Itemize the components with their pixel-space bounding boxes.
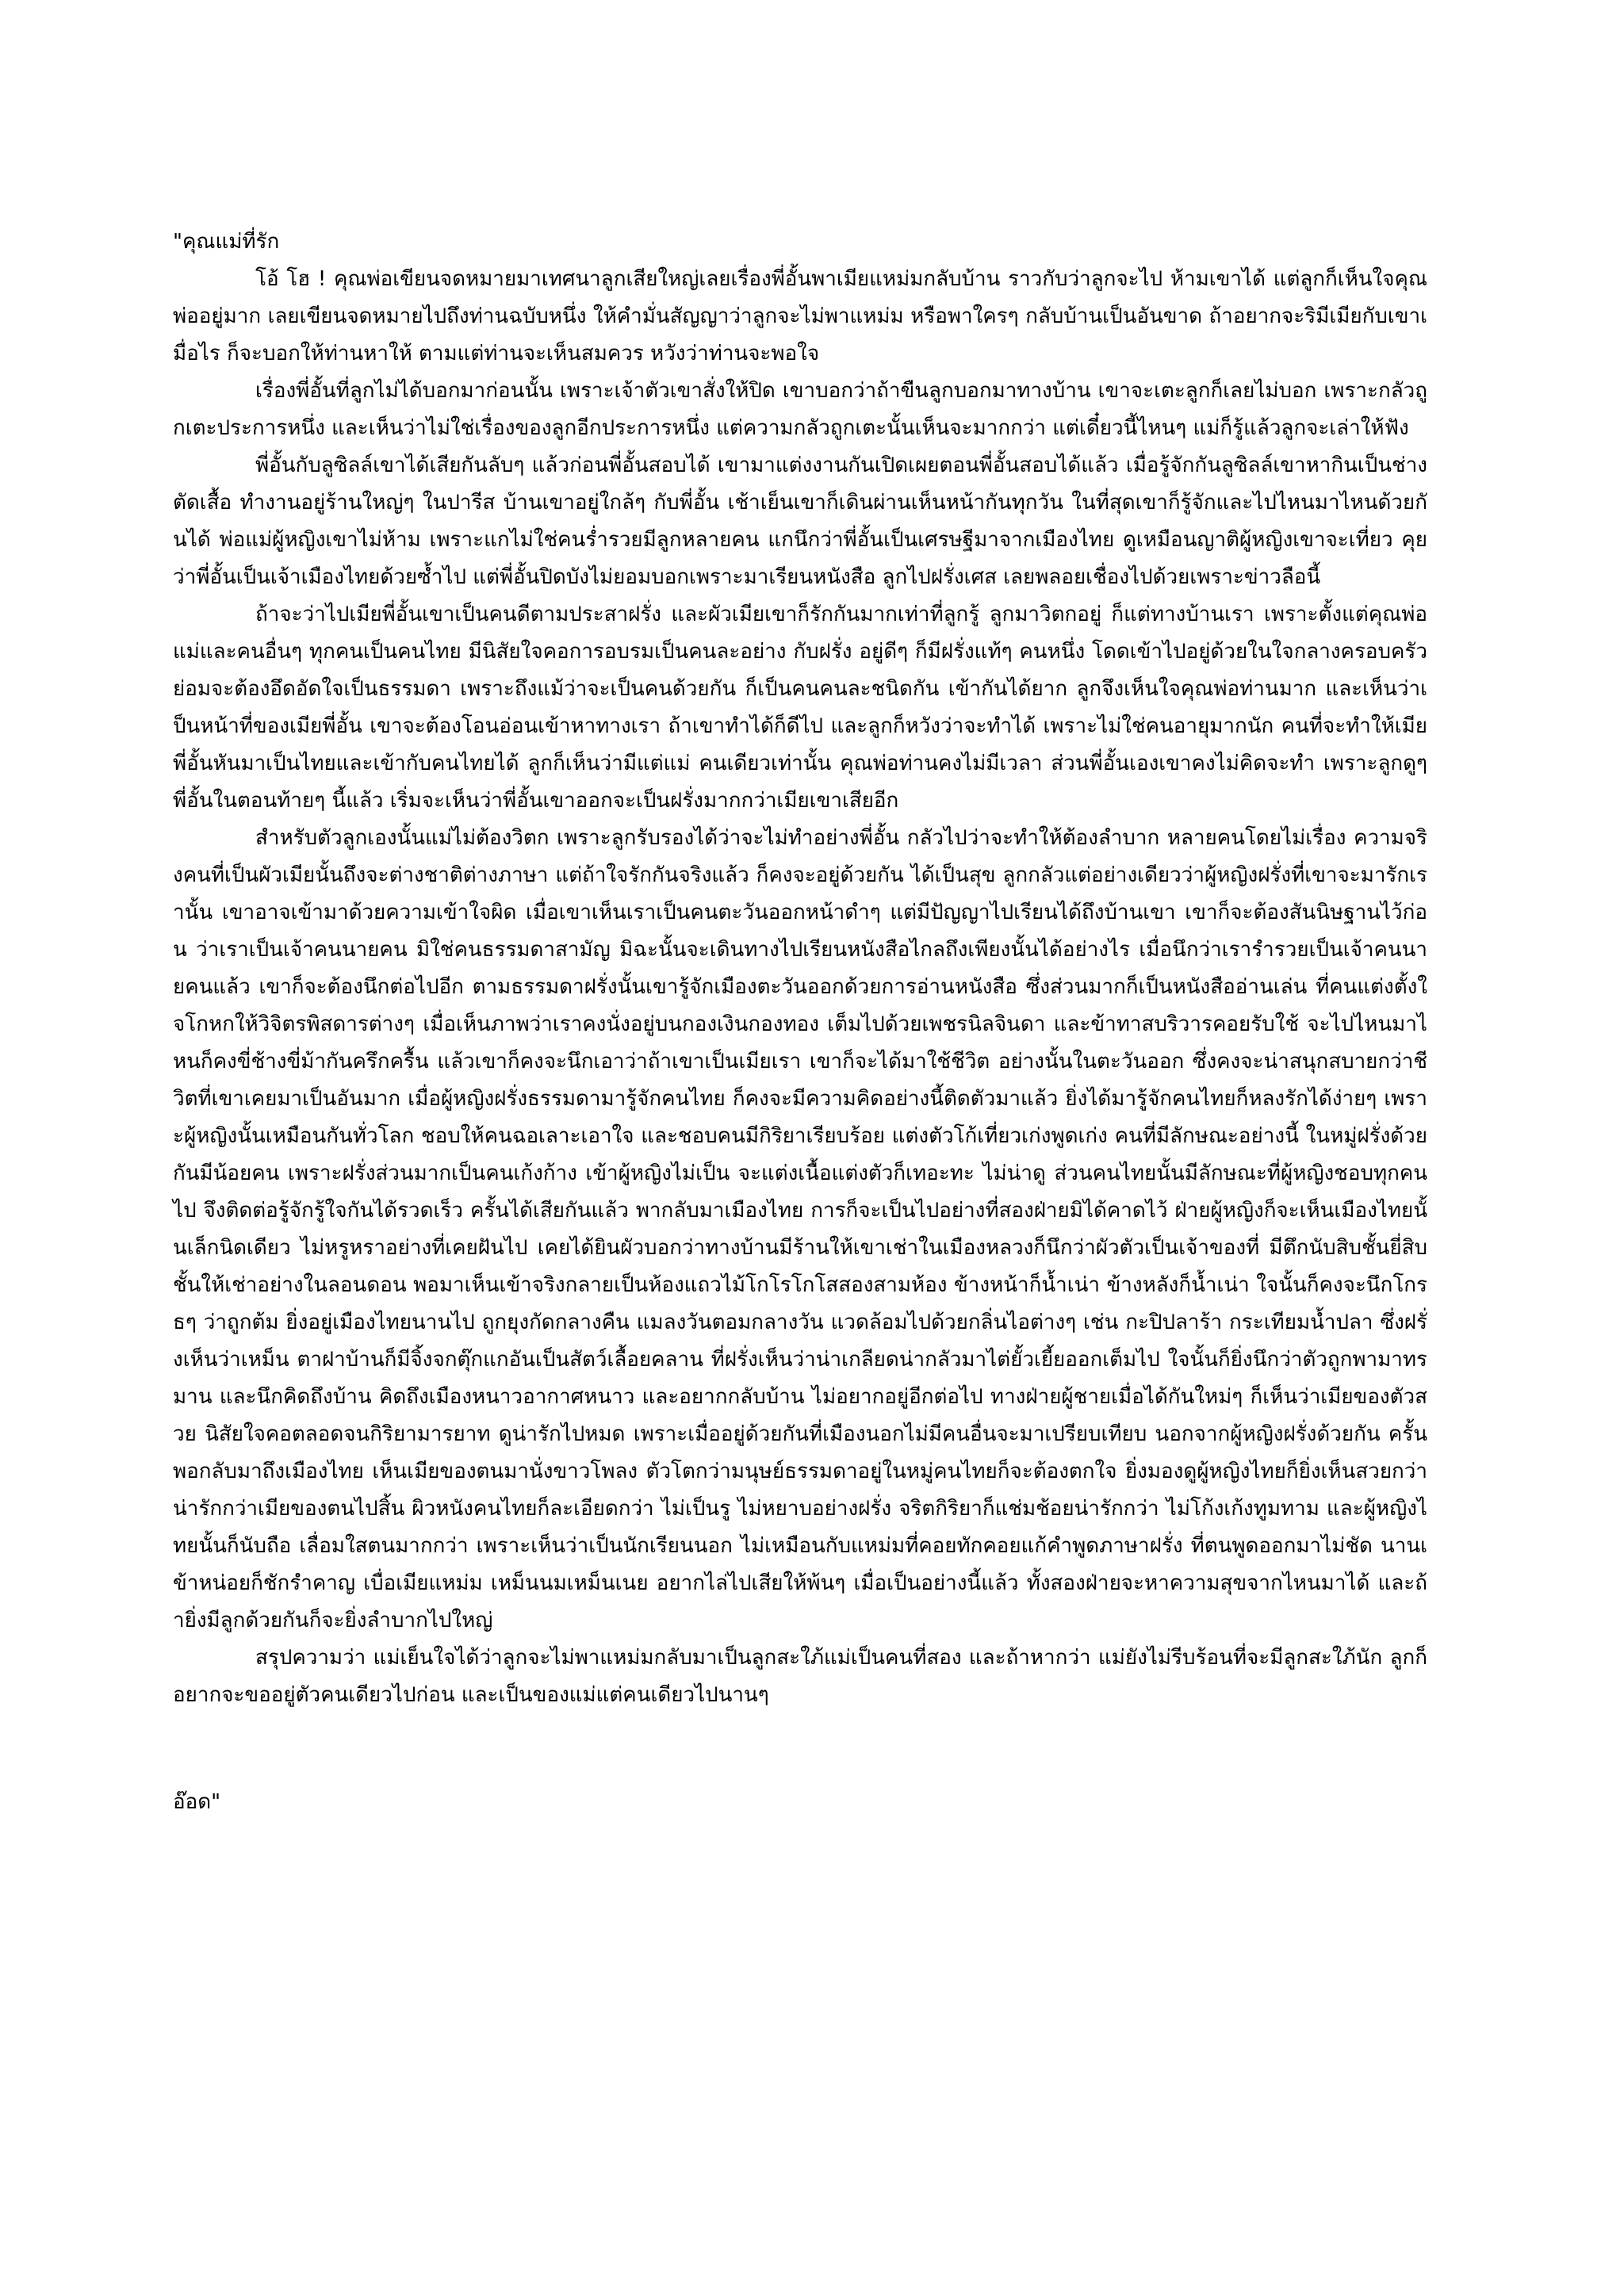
letter-salutation: "คุณแม่ที่รัก (173, 230, 280, 254)
letter-paragraph-1: โอ้ โฮ ! คุณพ่อเขียนจดหมายมาเทศนาลูกเสียใหญ่เลยเรื่องพี่อั้นพาเมียแหม่มกลับบ้าน ราวกับว่าลูกจะไป ห้ามเขาได้ แต่ลูกก็เห็นใจคุณพ่ออยู่มาก เลยเขียนจดหมายไปถึงท่านฉบับหนึ่ง ให้คำมั่นสัญญาว่าลูกจะไม่พาแหม่ม หรือพาใครๆ กลับบ้านเป็นอันขาด ถ้าอยากจะริมีเมียกับเขาเมื่อไร ก็จะบอกให้ท่านหาให้ ตามแต่ท่านจะเห็นสมควร หวังว่าท่านจะพอใจ (173, 267, 1427, 365)
letter-paragraph-4: ถ้าจะว่าไปเมียพี่อั้นเขาเป็นคนดีตามประสาฝรั่ง และผัวเมียเขาก็รักกันมากเท่าที่ลูกรู้ ลูกมาวิตกอยู่ ก็แต่ทางบ้านเรา เพราะตั้งแต่คุณพ่อ แม่และคนอื่นๆ ทุกคนเป็นคนไทย มีนิสัยใจคอการอบรมเป็นคนละอย่าง กับฝรั่ง อยู่ดีๆ ก็มีฝรั่งแท้ๆ คนหนึ่ง โดดเข้าไปอยู่ด้วยในใจกลางครอบครัว ย่อมจะต้องอึดอัดใจเป็นธรรมดา เพราะถึงแม้ว่าจะเป็นคนด้วยกัน ก็เป็นคนคนละชนิดกัน เข้ากันได้ยาก ลูกจึงเห็นใจคุณพ่อท่านมาก และเห็นว่าเป็นหน้าที่ของเมียพี่อั้น เขาจะต้องโอนอ่อนเข้าหาทางเรา ถ้าเขาทำได้ก็ดีไป และลูกก็หวังว่าจะทำได้ เพราะไม่ใช่คนอายุมากนัก คนที่จะทำให้เมียพี่อั้นหันมาเป็นไทยและเข้ากับคนไทยได้ ลูกก็เห็นว่ามีแต่แม่ คนเดียวเท่านั้น คุณพ่อท่านคงไม่มีเวลา ส่วนพี่อั้นเองเขาคงไม่คิดจะทำ เพราะลูกดูๆ พี่อั้นในตอนท้ายๆ นี้แล้ว เริ่มจะเห็นว่าพี่อั้นเขาออกจะเป็นฝรั่งมากกว่าเมียเขาเสียอีก (173, 603, 1427, 813)
letter-paragraph-5: สำหรับตัวลูกเองนั้นแม่ไม่ต้องวิตก เพราะลูกรับรองได้ว่าจะไม่ทำอย่างพี่อั้น กลัวไปว่าจะทำให้ต้องลำบาก หลายคนโดยไม่เรื่อง ความจริงคนที่เป็นผัวเมียนั้นถึงจะต่างชาติต่างภาษา แต่ถ้าใจรักกันจริงแล้ว ก็คงจะอยู่ด้วยกัน ได้เป็นสุข ลูกกลัวแต่อย่างเดียวว่าผู้หญิงฝรั่งที่เขาจะมารักเรานั้น เขาอาจเข้ามาด้วยความเข้าใจผิด เมื่อเขาเห็นเราเป็นคนตะวันออกหน้าดำๆ แต่มีปัญญาไปเรียนได้ถึงบ้านเขา เขาก็จะต้องสันนิษฐานไว้ก่อน ว่าเราเป็นเจ้าคนนายคน มิใช่คนธรรมดาสามัญ มิฉะนั้นจะเดินทางไปเรียนหนังสือไกลถึงเพียงนั้นได้อย่างไร เมื่อนึกว่าเรารำรวยเป็นเจ้าคนนายคนแล้ว เขาก็จะต้องนึกต่อไปอีก ตามธรรมดาฝรั่งนั้นเขารู้จักเมืองตะวันออกด้วยการอ่านหนังสือ ซึ่งส่วนมากก็เป็นหนังสืออ่านเล่น ที่คนแต่งตั้งใจโกหกให้วิจิตรพิสดารต่างๆ เมื่อเห็นภาพว่าเราคงนั่งอยู่บนกองเงินกองทอง เต็มไปด้วยเพชรนิลจินดา และข้าทาสบริวารคอยรับใช้ จะไปไหนมาไหนก็คงขี่ช้างขี่ม้ากันครึกครื้น แล้วเขาก็คงจะนึกเอาว่าถ้าเขาเป็นเมียเรา เขาก็จะได้มาใช้ชีวิต อย่างนั้นในตะวันออก ซึ่งคงจะน่าสนุกสบายกว่าชีวิตที่เขาเคยมาเป็นอันมาก เมื่อผู้หญิงฝรั่งธรรมดามารู้จักคนไทย ก็คงจะมีความคิดอย่างนี้ติดตัวมาแล้ว ยิ่งได้มารู้จักคนไทยก็หลงรักได้ง่ายๆ เพราะผู้หญิงนั้นเหมือนกันทั่วโลก ชอบให้คนฉอเลาะเอาใจ และชอบคนมีกิริยาเรียบร้อย แต่งตัวโก้เที่ยวเก่งพูดเก่ง คนที่มีลักษณะอย่างนี้ ในหมู่ฝรั่งด้วยกันมีน้อยคน เพราะฝรั่งส่วนมากเป็นคนเก้งก้าง เข้าผู้หญิงไม่เป็น จะแต่งเนื้อแต่งตัวก็เทอะทะ ไม่น่าดู ส่วนคนไทยนั้นมีลักษณะที่ผู้หญิงชอบทุกคนไป จึงติดต่อรู้จักรู้ใจกันได้รวดเร็ว ครั้นได้เสียกันแล้ว พากลับมาเมืองไทย การก็จะเป็นไปอย่างที่สองฝ่ายมิได้คาดไว้ ฝ่ายผู้หญิงก็จะเห็นเมืองไทยนั้นเล็กนิดเดียว ไม่หรูหราอย่างที่เคยฝันไป เคยได้ยินผัวบอกว่าทางบ้านมีร้านให้เขาเช่าในเมืองหลวงก็นึกว่าผัวตัวเป็นเจ้าของที่ มีตึกนับสิบชั้นยี่สิบชั้นให้เช่าอย่างในลอนดอน พอมาเห็นเข้าจริงกลายเป็นห้องแถวไม้โกโรโกโสสองสามห้อง ข้างหน้าก็น้ำเน่า ข้างหลังก็น้ำเน่า ใจนั้นก็คงจะนึกโกรธๆ ว่าถูกต้ม ยิ่งอยู่เมืองไทยนานไป ถูกยุงกัดกลางคืน แมลงวันตอมกลางวัน แวดล้อมไปด้วยกลิ่นไอต่างๆ เช่น กะปิปลาร้า กระเทียมน้ำปลา ซึ่งฝรั่งเห็นว่าเหม็น ตาฝาบ้านก็มีจิ้งจกตุ๊กแกอันเป็นสัตว์เลื้อยคลาน ที่ฝรั่งเห็นว่าน่าเกลียดน่ากลัวมาไต่ยั้วเยี้ยออกเต็มไป ใจนั้นก็ยิ่งนึกว่าตัวถูกพามาทรมาน และนึกคิดถึงบ้าน คิดถึงเมืองหนาวอากาศหนาว และอยากกลับบ้าน ไม่อยากอยู่อีกต่อไป ทางฝ่ายผู้ชายเมื่อได้กันใหม่ๆ ก็เห็นว่าเมียของตัวสวย นิสัยใจคอตลอดจนกิริยามารยาท ดูน่ารักไปหมด เพราะเมื่ออยู่ด้วยกันที่เมืองนอกไม่มีคนอื่นจะมาเปรียบเทียบ นอกจากผู้หญิงฝรั่งด้วยกัน ครั้นพอกลับมาถึงเมืองไทย เห็นเมียของตนมานั่งขาวโพลง ตัวโตกว่ามนุษย์ธรรมดาอยู่ในหมู่คนไทยก็จะต้องตกใจ ยิ่งมองดูผู้หญิงไทยก็ยิ่งเห็นสวยกว่า น่ารักกว่าเมียของตนไปสิ้น ผิวหนังคนไทยก็ละเอียดกว่า ไม่เป็นรู ไม่หยาบอย่างฝรั่ง จริตกิริยาก็แช่มช้อยน่ารักกว่า ไม่โก้งเก้งทูมทาม และผู้หญิงไทยนั้นก็นับถือ เลื่อมใสตนมากกว่า เพราะเห็นว่าเป็นนักเรียนนอก ไม่เหมือนกับแหม่มที่คอยทักคอยแก้คำพูดภาษาฝรั่ง ที่ตนพูดออกมาไม่ชัด นานเข้าหน่อยก็ชักรำคาญ เบื่อเมียแหม่ม เหม็นนมเหม็นเนย อยากไล่ไปเสียให้พ้นๆ เมื่อเป็นอย่างนี้แล้ว ทั้งสองฝ่ายจะหาความสุขจากไหนมาได้ และถ้ายิ่งมีลูกด้วยกันก็จะยิ่งลำบากไปใหญ่ (173, 826, 1427, 1632)
letter-page (173, 224, 1427, 1842)
letter-signature: อ๊อด" (173, 1790, 221, 1814)
letter-paragraph-3: พี่อั้นกับลูซิลล์เขาได้เสียกันลับๆ แล้วก่อนพี่อั้นสอบได้ เขามาแต่งงานกันเปิดเผยตอนพี่อั้นสอบได้แล้ว เมื่อรู้จักกันลูซิลล์เขาหากินเป็นช่างตัดเสื้อ ทำงานอยู่ร้านใหญ่ๆ ในปารีส บ้านเขาอยู่ใกล้ๆ กับพี่อั้น เช้าเย็นเขาก็เดินผ่านเห็นหน้ากันทุกวัน ในที่สุดเขาก็รู้จักและไปไหนมาไหนด้วยกันได้ พ่อแม่ผู้หญิงเขาไม่ห้าม เพราะแกไม่ใช่คนร่ำรวยมีลูกหลายคน แกนึกว่าพี่อั้นเป็นเศรษฐีมาจากเมืองไทย ดูเหมือนญาติผู้หญิงเขาจะเที่ยว คุยว่าพี่อั้นเป็นเจ้าเมืองไทยด้วยซ้ำไป แต่พี่อั้นปิดบังไม่ยอมบอกเพราะมาเรียนหนังสือ ลูกไปฝรั่งเศส เลยพลอยเชื่องไปด้วยเพราะข่าวลือนี้ (173, 453, 1427, 589)
letter-paragraph-6: สรุปความว่า แม่เย็นใจได้ว่าลูกจะไม่พาแหม่มกลับมาเป็นลูกสะใภ้แม่เป็นคนที่สอง และถ้าหากว่า แม่ยังไม่รีบร้อนที่จะมีลูกสะใภ้นัก ลูกก็อยากจะขออยู่ตัวคนเดียวไปก่อน และเป็นของแม่แต่คนเดียวไปนานๆ (173, 1646, 1427, 1707)
letter-paragraph-2: เรื่องพี่อั้นที่ลูกไม่ได้บอกมาก่อนนั้น เพราะเจ้าตัวเขาสั่งให้ปิด เขาบอกว่าถ้าขืนลูกบอกมาทางบ้าน เขาจะเตะลูกก็เลยไม่บอก เพราะกลัวถูกเตะประการหนึ่ง และเห็นว่าไม่ใช่เรื่องของลูกอีกประการหนึ่ง แต่ความกลัวถูกเตะนั้นเห็นจะมากกว่า แต่เดี๋ยวนี้ไหนๆ แม่ก็รู้แล้วลูกจะเล่าให้ฟัง (173, 379, 1427, 440)
